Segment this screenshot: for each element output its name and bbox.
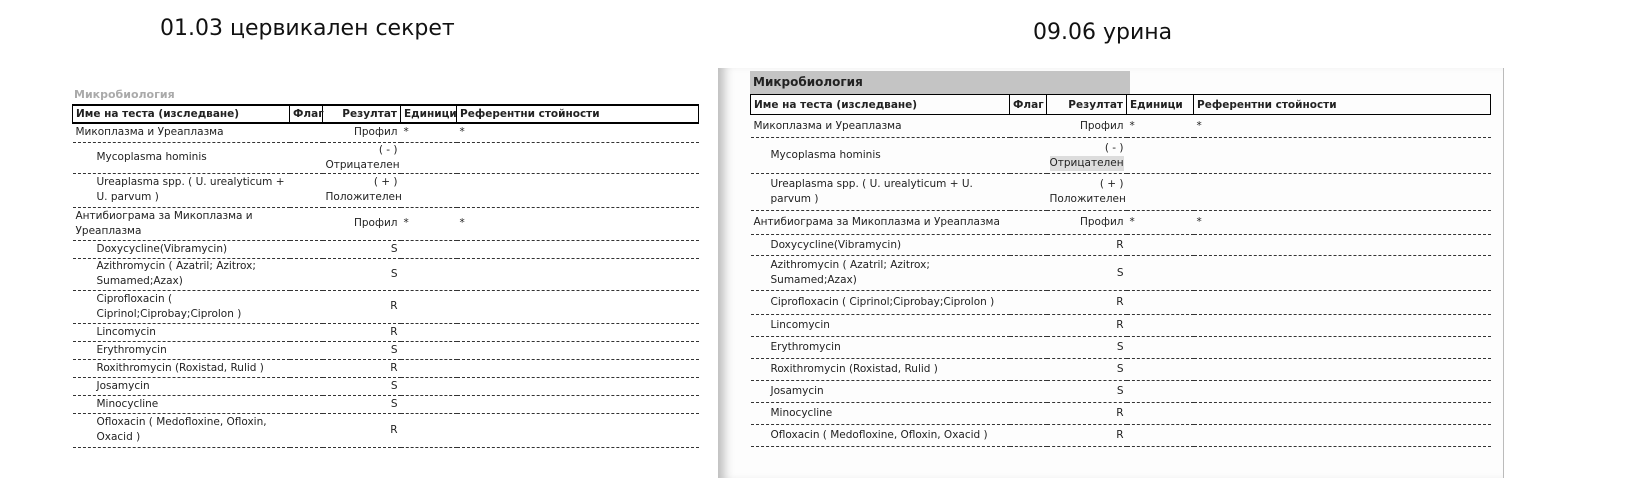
result-value: R [1116, 319, 1124, 331]
flag-cell [290, 173, 323, 207]
reference-cell [457, 341, 699, 359]
result-cell [323, 413, 401, 447]
result-cell [1047, 425, 1127, 447]
result-value: Профил [1080, 119, 1124, 132]
test-name: Minocycline [73, 395, 290, 413]
reference-cell [457, 290, 699, 323]
units-cell [401, 395, 457, 413]
units-cell [1127, 256, 1194, 291]
table-row [751, 174, 1491, 211]
result-value: Положителен [325, 191, 402, 203]
test-name: Josamycin [73, 377, 290, 395]
reference-cell [1194, 403, 1491, 425]
table-row [751, 235, 1491, 256]
units-cell [1127, 403, 1194, 425]
units-cell [1127, 359, 1194, 381]
table-row [73, 142, 699, 173]
flag-cell [1010, 359, 1047, 381]
test-name: Микоплазма и Уреаплазма [73, 123, 290, 142]
flag-cell [1010, 403, 1047, 425]
table-row [751, 211, 1491, 235]
col-result: Резултат [1047, 95, 1127, 115]
result-cell [1047, 235, 1127, 256]
test-name: Minocycline [751, 403, 1010, 425]
test-name: Mycoplasma hominis [751, 138, 1010, 174]
test-name: Ofloxacin ( Medofloxine, Ofloxin, Oxacid ) [73, 413, 290, 447]
reference-cell [457, 377, 699, 395]
table-row [751, 115, 1491, 138]
flag-cell [290, 207, 323, 240]
flag-cell [290, 395, 323, 413]
result-cell [323, 395, 401, 413]
reference-cell [1194, 256, 1491, 291]
test-name: Ureaplasma spp. ( U. urealyticum + U. parvum ) [751, 174, 1010, 211]
reference-cell [457, 173, 699, 207]
result-value: R [390, 325, 398, 338]
reference-cell [1194, 381, 1491, 403]
table-row [73, 341, 699, 359]
reference-cell [1194, 174, 1491, 211]
col-test-name: Име на теста (изследване) [751, 95, 1010, 115]
result-value: S [390, 343, 398, 356]
reference-cell [1194, 359, 1491, 381]
result-value: S [1116, 266, 1124, 279]
test-name: Azithromycin ( Azatril; Azitrox; Sumamed;Azax) [751, 256, 1010, 291]
result-value: S [390, 397, 398, 410]
results-table [750, 94, 1491, 447]
units-cell [1127, 381, 1194, 403]
units-cell: * [1127, 115, 1194, 138]
result-value: ( + ) [1099, 178, 1124, 190]
result-cell [323, 207, 401, 240]
result-value: Профил [354, 126, 398, 139]
result-cell [323, 377, 401, 395]
result-cell [1047, 337, 1127, 359]
result-cell [1047, 256, 1127, 291]
result-cell [323, 341, 401, 359]
flag-cell [290, 359, 323, 377]
table-row [73, 413, 699, 447]
result-value: S [1116, 363, 1124, 375]
reference-cell [457, 413, 699, 447]
result-value: Отрицателен [325, 158, 400, 171]
col-reference: Референтни стойности [457, 105, 699, 123]
flag-cell [290, 323, 323, 341]
table-row [73, 173, 699, 207]
reference-cell [457, 240, 699, 258]
flag-cell [290, 413, 323, 447]
test-name: Lincomycin [751, 315, 1010, 337]
test-name: Ciprofloxacin ( Ciprinol;Ciprobay;Ciprolon ) [751, 291, 1010, 315]
result-value: ( - ) [1104, 141, 1124, 154]
test-name: Doxycycline(Vibramycin) [751, 235, 1010, 256]
result-value: S [390, 267, 398, 280]
reference-cell [1194, 315, 1491, 337]
reference-cell: * [457, 123, 699, 142]
result-value: ( - ) [378, 143, 398, 156]
result-cell [1047, 174, 1127, 211]
flag-cell [290, 240, 323, 258]
result-cell [323, 258, 401, 290]
result-cell [1047, 359, 1127, 381]
table-row [751, 403, 1491, 425]
reference-cell [457, 142, 699, 173]
units-cell [401, 341, 457, 359]
test-name: Roxithromycin (Roxistad, Rulid ) [751, 359, 1010, 381]
result-cell [323, 173, 401, 207]
test-name: Roxithromycin (Roxistad, Rulid ) [73, 359, 290, 377]
section-heading: Микробиология [750, 71, 1130, 94]
reference-cell: * [1194, 211, 1491, 235]
table-row [73, 359, 699, 377]
table-row [73, 290, 699, 323]
flag-cell [1010, 425, 1047, 447]
col-test-name: Име на теста (изследване) [73, 105, 290, 123]
test-name: Ofloxacin ( Medofloxine, Ofloxin, Oxacid ) [751, 425, 1010, 447]
result-value: S [1116, 341, 1124, 353]
lab-results-cervical [72, 86, 699, 448]
result-value: R [1116, 407, 1124, 419]
result-value: Положителен [1049, 193, 1126, 205]
result-cell [1047, 138, 1127, 174]
result-cell [1047, 291, 1127, 315]
result-cell [1047, 381, 1127, 403]
table-row [751, 381, 1491, 403]
flag-cell [290, 142, 323, 173]
result-cell [1047, 403, 1127, 425]
test-name: Erythromycin [73, 341, 290, 359]
table-row [73, 207, 699, 240]
flag-cell [290, 377, 323, 395]
result-cell [323, 142, 401, 173]
reference-cell [1194, 138, 1491, 174]
result-value: R [1116, 429, 1124, 441]
flag-cell [1010, 381, 1047, 403]
table-row [73, 123, 699, 142]
result-value: S [390, 242, 398, 255]
units-cell: * [401, 207, 457, 240]
flag-cell [1010, 138, 1047, 174]
panel-title-urine: 09.06 урина [1033, 20, 1173, 45]
result-cell [1047, 115, 1127, 138]
result-value: ( + ) [373, 176, 398, 188]
units-cell [401, 240, 457, 258]
reference-cell [1194, 291, 1491, 315]
header-row [73, 105, 699, 123]
result-value: R [390, 423, 398, 436]
lab-results-urine [750, 71, 1491, 447]
table-row [73, 323, 699, 341]
panel-title-cervical: 01.03 цервикален секрет [160, 16, 455, 41]
reference-cell [457, 395, 699, 413]
test-name: Mycoplasma hominis [73, 142, 290, 173]
result-value: Отрицателен [1049, 156, 1124, 169]
test-name: Ciprofloxacin ( Ciprinol;Ciprobay;Ciprolon ) [73, 290, 290, 323]
units-cell [401, 359, 457, 377]
units-cell [401, 142, 457, 173]
units-cell [1127, 291, 1194, 315]
result-value: R [390, 300, 398, 312]
table-row [751, 359, 1491, 381]
result-cell [323, 240, 401, 258]
reference-cell: * [457, 207, 699, 240]
test-name: Антибиограма за Микоплазма и Уреаплазма [751, 211, 1010, 235]
table-row [73, 258, 699, 290]
flag-cell [1010, 315, 1047, 337]
units-cell: * [1127, 211, 1194, 235]
test-name: Azithromycin ( Azatril; Azitrox; Sumamed;Azax) [73, 258, 290, 290]
units-cell [401, 323, 457, 341]
test-name: Lincomycin [73, 323, 290, 341]
result-value: R [1116, 238, 1124, 251]
flag-cell [1010, 211, 1047, 235]
col-units: Единици [401, 105, 457, 123]
table-row [73, 240, 699, 258]
result-cell [323, 323, 401, 341]
test-name: Erythromycin [751, 337, 1010, 359]
flag-cell [1010, 256, 1047, 291]
table-row [751, 337, 1491, 359]
reference-cell: * [1194, 115, 1491, 138]
units-cell [1127, 315, 1194, 337]
flag-cell [1010, 337, 1047, 359]
test-name: Josamycin [751, 381, 1010, 403]
col-result: Резултат [323, 105, 401, 123]
test-name: Микоплазма и Уреаплазма [751, 115, 1010, 138]
result-cell [323, 359, 401, 377]
table-row [751, 256, 1491, 291]
results-table [72, 104, 699, 448]
reference-cell [1194, 337, 1491, 359]
flag-cell [1010, 174, 1047, 211]
units-cell [401, 413, 457, 447]
result-value: R [1116, 296, 1124, 308]
units-cell [401, 258, 457, 290]
reference-cell [457, 258, 699, 290]
units-cell: * [401, 123, 457, 142]
result-cell [323, 123, 401, 142]
col-reference: Референтни стойности [1194, 95, 1491, 115]
units-cell [1127, 138, 1194, 174]
flag-cell [290, 123, 323, 142]
result-value: R [390, 361, 398, 374]
reference-cell [457, 359, 699, 377]
section-heading: Микробиология [74, 88, 175, 101]
table-row [751, 138, 1491, 174]
units-cell [401, 377, 457, 395]
reference-cell [457, 323, 699, 341]
result-cell [323, 290, 401, 323]
flag-cell [290, 341, 323, 359]
units-cell [401, 173, 457, 207]
header-row [751, 95, 1491, 115]
result-cell [1047, 315, 1127, 337]
flag-cell [1010, 115, 1047, 138]
units-cell [401, 290, 457, 323]
result-cell [1047, 211, 1127, 235]
table-row [73, 395, 699, 413]
table-row [751, 315, 1491, 337]
flag-cell [1010, 291, 1047, 315]
units-cell [1127, 235, 1194, 256]
test-name: Ureaplasma spp. ( U. urealyticum + U. parvum ) [73, 173, 290, 207]
flag-cell [290, 258, 323, 290]
result-value: S [1116, 385, 1124, 397]
col-units: Единици [1127, 95, 1194, 115]
result-value: Профил [1080, 216, 1124, 228]
flag-cell [1010, 235, 1047, 256]
units-cell [1127, 337, 1194, 359]
units-cell [1127, 174, 1194, 211]
table-row [751, 291, 1491, 315]
col-flag: Флаг [290, 105, 323, 123]
result-value: S [390, 379, 398, 392]
table-row [73, 377, 699, 395]
reference-cell [1194, 425, 1491, 447]
table-row [751, 425, 1491, 447]
result-value: Профил [354, 217, 398, 229]
test-name: Doxycycline(Vibramycin) [73, 240, 290, 258]
units-cell [1127, 425, 1194, 447]
test-name: Антибиограма за Микоплазма и Уреаплазма [73, 207, 290, 240]
flag-cell [290, 290, 323, 323]
col-flag: Флаг [1010, 95, 1047, 115]
reference-cell [1194, 235, 1491, 256]
